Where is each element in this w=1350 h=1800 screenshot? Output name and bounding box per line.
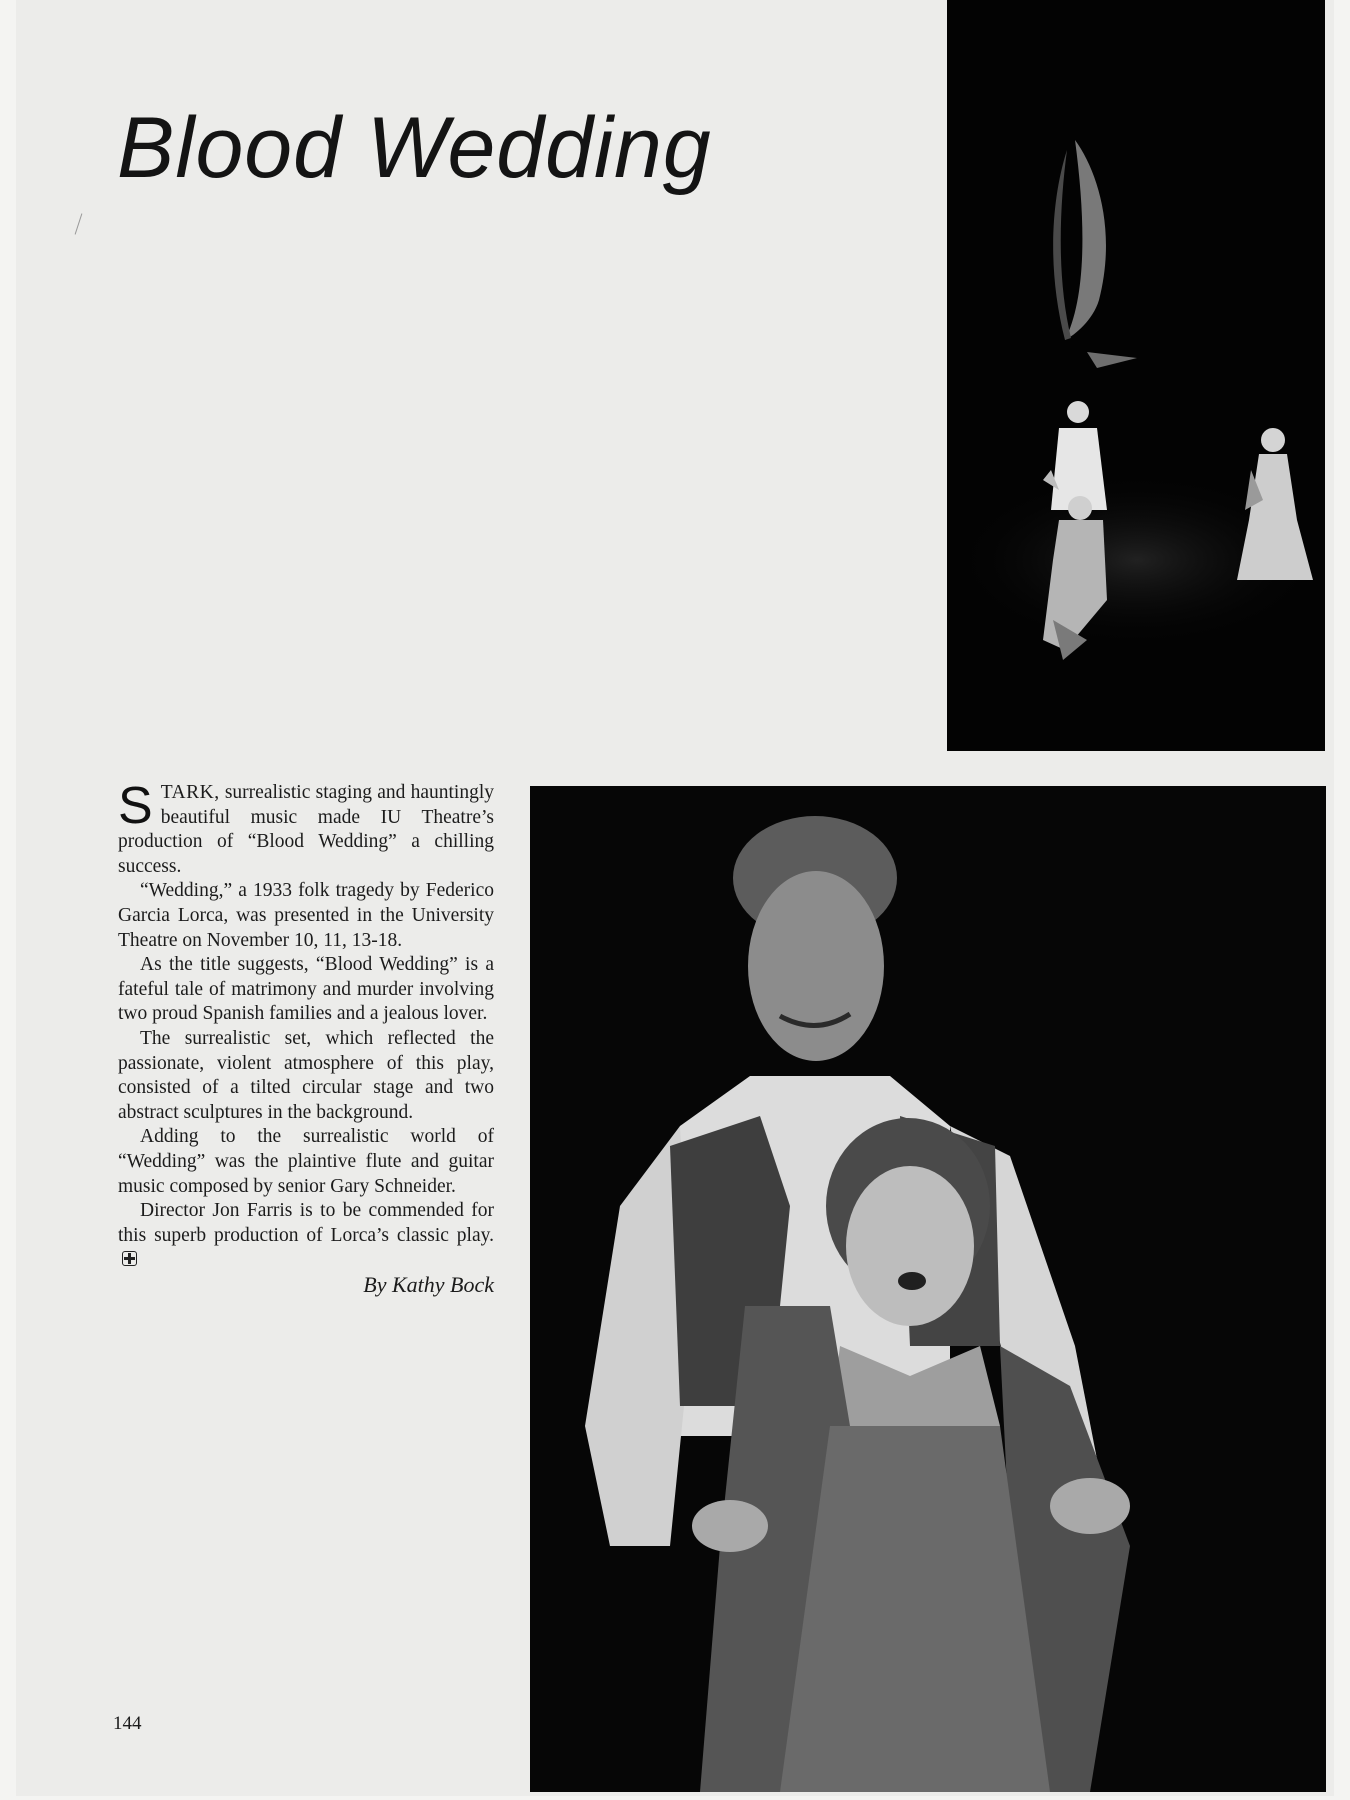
article-paragraph: As the title suggests, “Blood Wedding” is a fateful tale of matrimony and murder involving two proud Spanish families and a jealous lover. <box>118 954 494 1025</box>
page-number: 144 <box>113 1713 142 1734</box>
page-title: Blood Wedding <box>117 100 712 196</box>
lead-caps: TARK, <box>160 782 220 803</box>
stage-scene-photo <box>947 0 1325 751</box>
article-paragraph: “Wedding,” a 1933 folk tragedy by Federico Garcia Lorca, was presented in the University Theatre on November 10, 11, 13-18. <box>118 880 494 951</box>
article-body <box>118 777 494 1297</box>
lead-text: surrealistic staging and hauntingly beautiful music made IU Theatre’s production of “Blood Wedding” a chilling success. <box>118 782 494 877</box>
actors-portrait-illustration <box>530 786 1326 1792</box>
closing-text: Director Jon Farris is to be commended for this superb production of Lorca’s classic play. <box>118 1200 494 1246</box>
article-paragraph: The surrealistic set, which reflected the passionate, violent atmosphere of this play, consisted of a tilted circular stage and two abstract sculptures in the background. <box>118 1027 494 1123</box>
byline: By Kathy Bock <box>363 1271 494 1297</box>
end-mark-icon <box>122 1251 137 1266</box>
closing-paragraph <box>118 1199 494 1273</box>
drop-cap: S <box>118 777 153 835</box>
actors-portrait-photo <box>530 786 1326 1792</box>
lead-paragraph <box>118 777 494 879</box>
stage-scene-illustration <box>947 0 1325 751</box>
article-paragraph: Adding to the surrealistic world of “Wedding” was the plaintive flute and guitar music composed by senior Gary Schneider. <box>118 1126 494 1197</box>
